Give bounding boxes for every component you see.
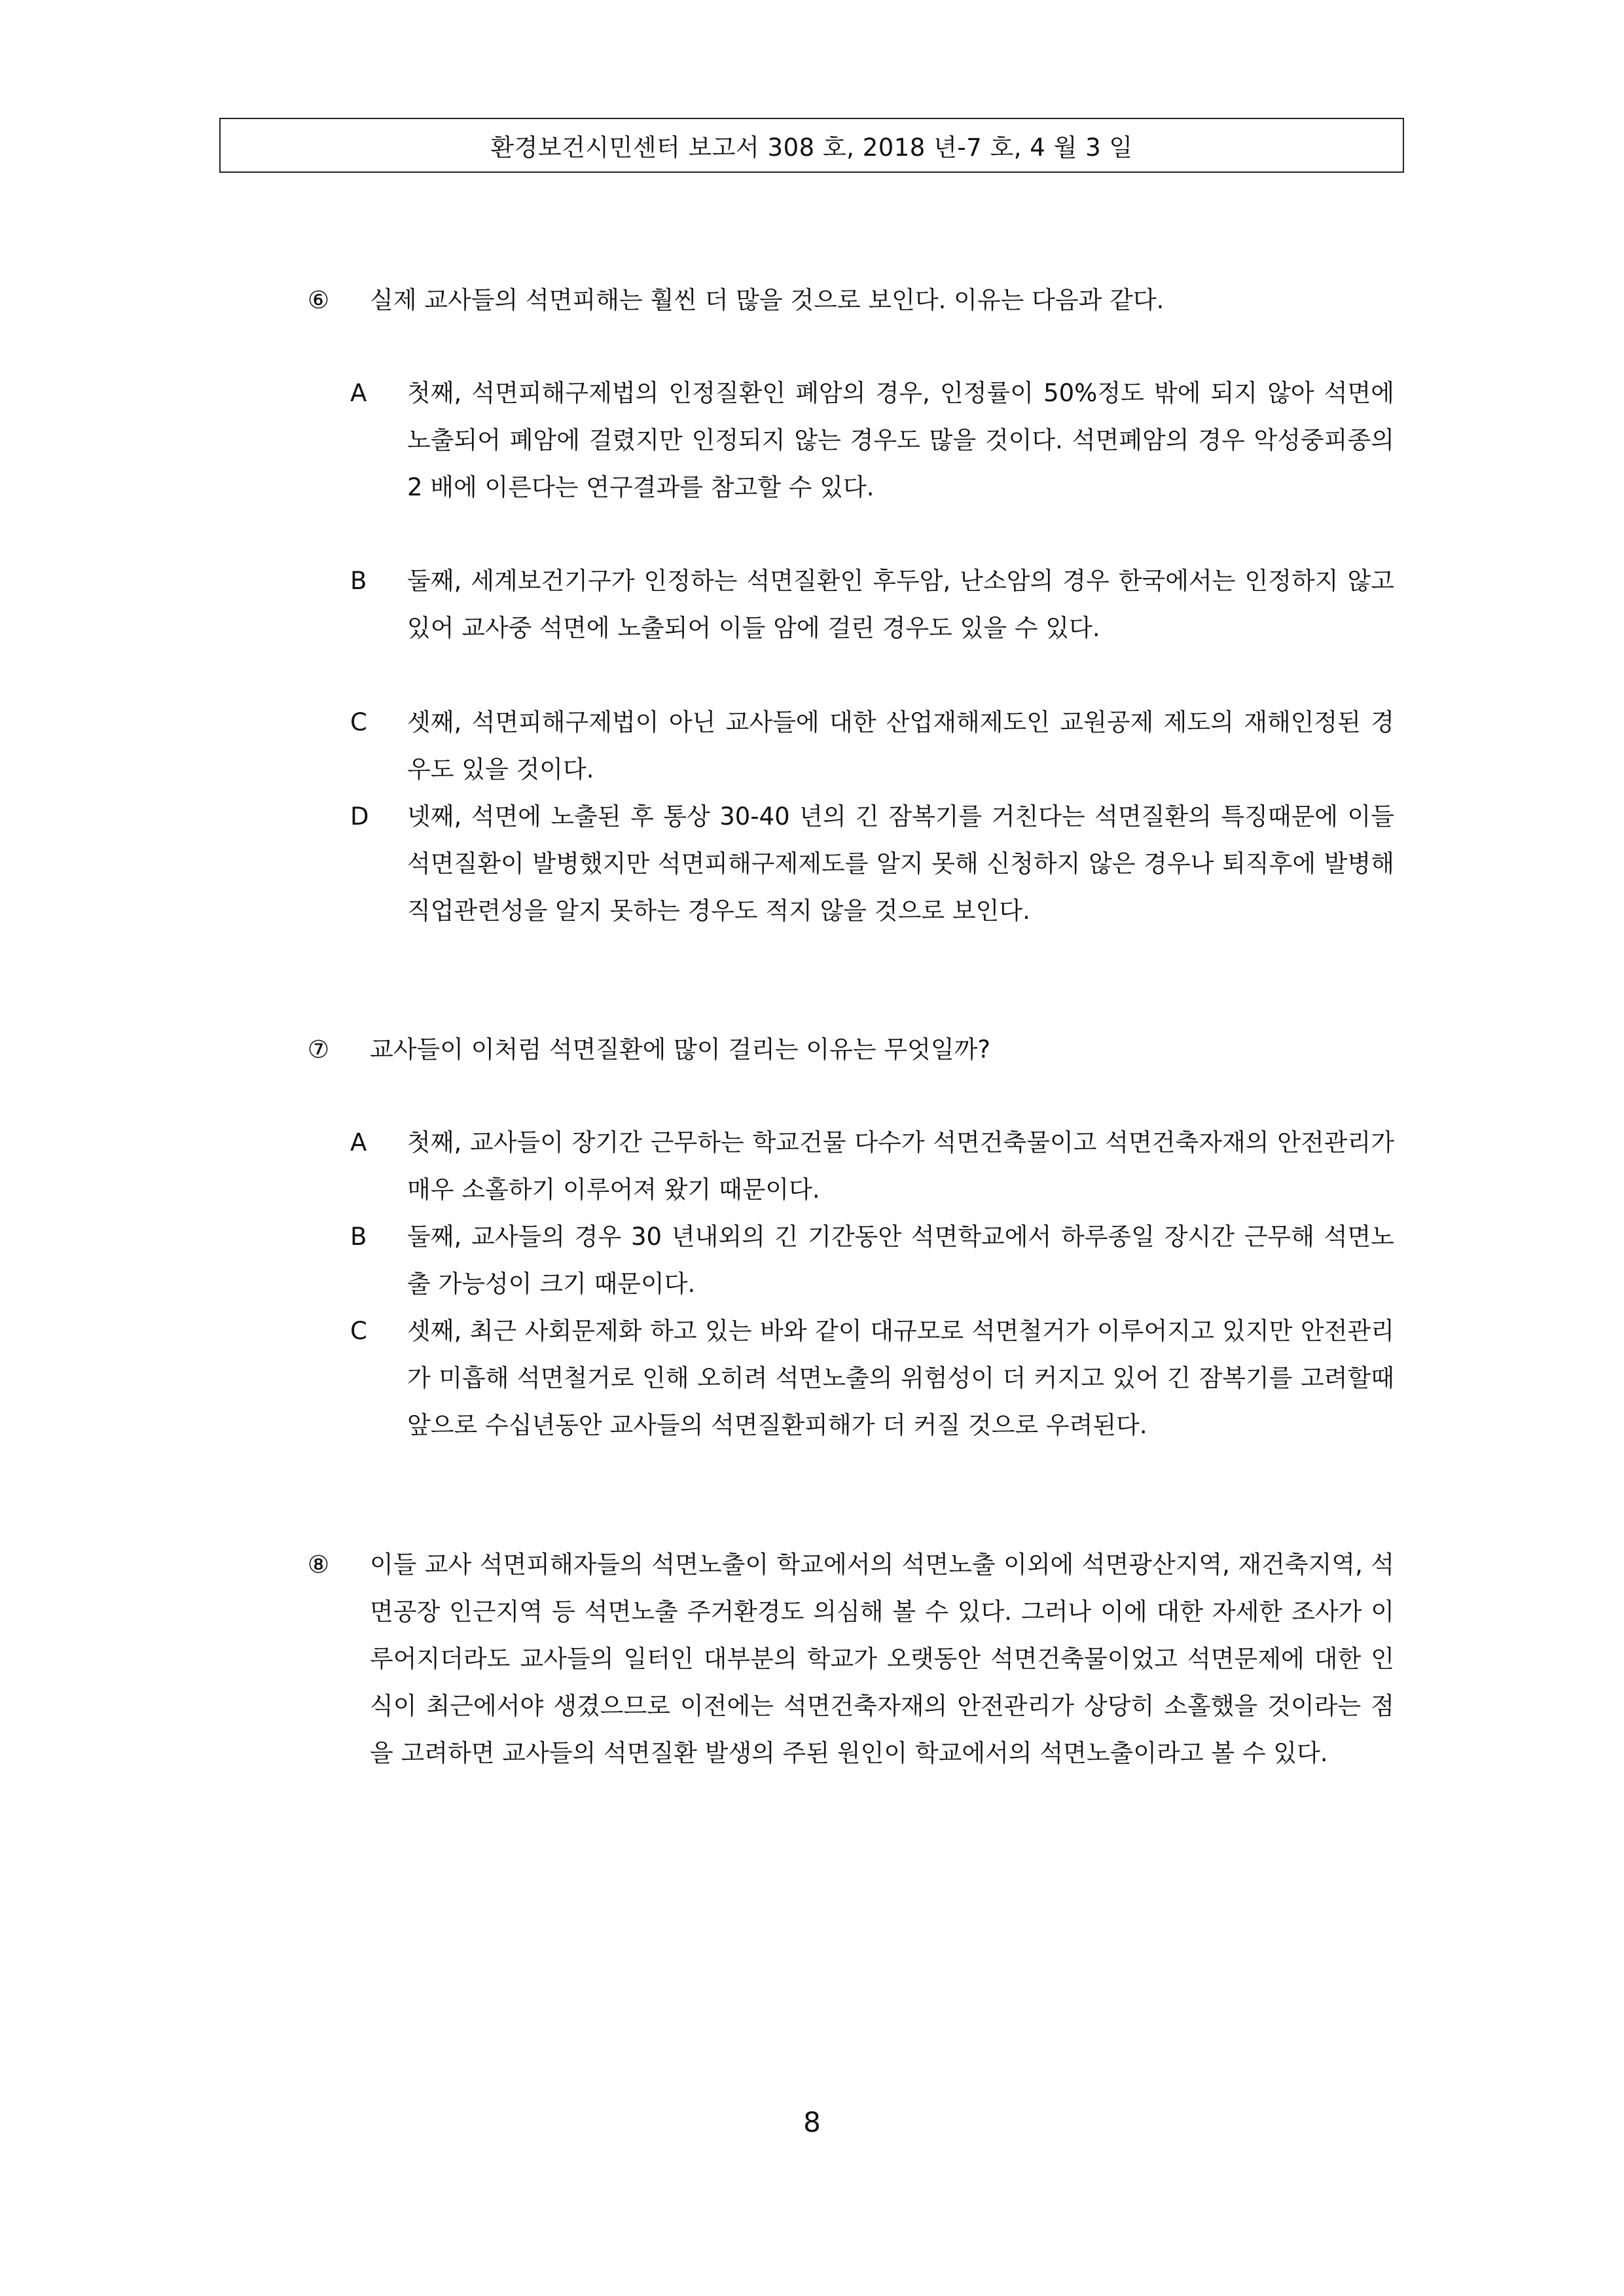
list-item: 셋째, 최근 사회문제화 하고 있는 바와 같이 대규모로 석면철거가 이루어지고 있지만 안전관리가 미흡해 석면철거로 인해 오히려 석면노출의 위험성이 더 커지고 있어 긴 잠복기를 고려할때 앞으로 수십년동안 교사들의 석면질환피해가 더 커질 것으로 우려된다. [407,1317,1394,1439]
section-marker: ⑥ [308,286,330,314]
section-paragraph: 이들 교사 석면피해자들의 석면노출이 학교에서의 석면노출 이외에 석면광산지역, 재건축지역, 석면공장 인근지역 등 석면노출 주거환경도 의심해 볼 수 있다. 그러나 이에 대한 자세한 조사가 이루어지더라도 교사들의 일터인 대부분의 학교가 오랫동안 석면건축물이었고 석면문제에 대한 인식이 최근에서야 생겼으므로 이전에는 석면건축자재의 안전관리가 상당히 소홀했을 것이라는 점을 고려하면 교사들의 석면질환 발생의 주된 원인이 학교에서의 석면노출이라고 볼 수 있다. [370,1551,1394,1767]
list-item: 넷째, 석면에 노출된 후 통상 30-40 년의 긴 잠복기를 거친다는 석면질환의 특징때문에 이들 석면질환이 발병했지만 석면피해구제제도를 알지 못해 신청하지 않은 경우나 퇴직후에 발병해 직업관련성을 알지 못하는 경우도 적지 않을 것으로 보인다. [407,802,1394,925]
item-letter: B [350,1223,367,1251]
section-marker: ⑦ [308,1035,330,1064]
item-letter: C [350,1317,367,1345]
section-intro: 실제 교사들의 석면피해는 훨씬 더 많을 것으로 보인다. 이유는 다음과 같다. [370,286,1164,314]
list-item: 첫째, 교사들이 장기간 근무하는 학교건물 다수가 석면건축물이고 석면건축자재의 안전관리가 매우 소홀하기 이루어져 왔기 때문이다. [407,1128,1394,1204]
section-marker: ⑧ [308,1551,330,1579]
item-letter: A [350,1128,367,1157]
item-letter: A [350,379,367,407]
list-item: 첫째, 석면피해구제법의 인정질환인 폐암의 경우, 인정률이 50%정도 밖에 되지 않아 석면에 노출되어 폐암에 걸렸지만 인정되지 않는 경우도 많을 것이다. 석면폐암의 경우 악성중피종의 2 배에 이른다는 연구결과를 참고할 수 있다. [407,379,1394,501]
list-item: 둘째, 교사들의 경우 30 년내외의 긴 기간동안 석면학교에서 하루종일 장시간 근무해 석면노출 가능성이 크기 때문이다. [407,1223,1394,1298]
page-number: 8 [803,2106,821,2138]
item-letter: C [350,708,367,736]
item-letter: D [350,802,369,831]
list-item: 둘째, 세계보건기구가 인정하는 석면질환인 후두암, 난소암의 경우 한국에서는 인정하지 않고 있어 교사중 석면에 노출되어 이들 암에 걸린 경우도 있을 수 있다. [407,567,1394,642]
list-item: 셋째, 석면피해구제법이 아닌 교사들에 대한 산업재해제도인 교원공제 제도의 재해인정된 경우도 있을 것이다. [407,708,1394,783]
report-header: 환경보건시민센터 보고서 308 호, 2018 년-7 호, 4 월 3 일 [219,118,1404,173]
section-intro: 교사들이 이처럼 석면질환에 많이 걸리는 이유는 무엇일까? [370,1035,991,1064]
item-letter: B [350,567,367,595]
